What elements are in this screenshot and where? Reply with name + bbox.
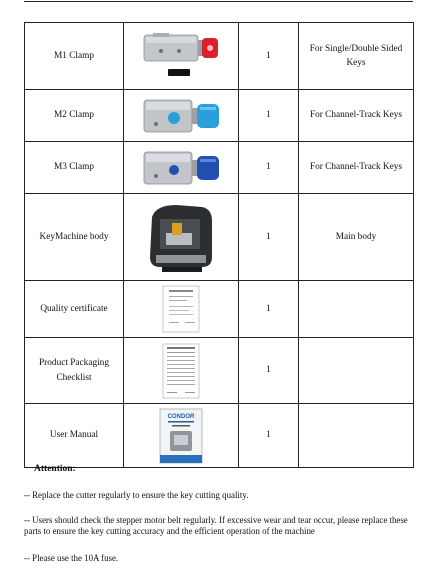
- table-row: [25, 142, 414, 194]
- item-name: M1 Clamp: [25, 23, 124, 90]
- attention-note: -- Users should check the stepper motor belt regularly. If excessive wear and tear occur, please replace these parts to ensure the key cutting accuracy and the efficient operation of the machine: [24, 515, 408, 537]
- table-row: [25, 404, 414, 468]
- item-note: [299, 404, 414, 468]
- user-manual-image: [124, 404, 239, 468]
- item-name: User Manual: [25, 404, 124, 468]
- item-qty: 1: [239, 281, 299, 338]
- item-note: [299, 281, 414, 338]
- item-qty: 1: [239, 404, 299, 468]
- item-qty: 1: [239, 23, 299, 90]
- item-qty: 1: [239, 90, 299, 142]
- attention-note: -- Replace the cutter regularly to ensure the key cutting quality.: [24, 490, 249, 500]
- item-name: Quality certificate: [25, 281, 124, 338]
- attention-heading: Attention:: [34, 464, 76, 474]
- item-note: Main body: [299, 194, 414, 281]
- manual-cover-brand: CONDOR: [167, 413, 195, 420]
- item-qty: 1: [239, 338, 299, 404]
- item-note: For Channel-Track Keys: [299, 90, 414, 142]
- item-name: M2 Clamp: [25, 90, 124, 142]
- m1-clamp-image: [124, 23, 239, 90]
- item-qty: 1: [239, 142, 299, 194]
- item-note: For Single/Double Sided Keys: [299, 23, 414, 90]
- item-note: For Channel-Track Keys: [299, 142, 414, 194]
- item-name: Product Packaging Checklist: [25, 338, 124, 404]
- packaging-checklist-image: [124, 338, 239, 404]
- table-row: [25, 194, 414, 281]
- item-note: [299, 338, 414, 404]
- table-row: [25, 281, 414, 338]
- packing-list-table: [24, 22, 414, 468]
- quality-certificate-image: [124, 281, 239, 338]
- item-name: KeyMachine body: [25, 194, 124, 281]
- table-row: [25, 23, 414, 90]
- item-name: M3 Clamp: [25, 142, 124, 194]
- top-rule: [24, 1, 413, 2]
- key-machine-body-image: [124, 194, 239, 281]
- table-row: [25, 338, 414, 404]
- attention-note: -- Please use the 10A fuse.: [24, 553, 119, 563]
- table-row: [25, 90, 414, 142]
- item-qty: 1: [239, 194, 299, 281]
- m3-clamp-image: [124, 142, 239, 194]
- m2-clamp-image: [124, 90, 239, 142]
